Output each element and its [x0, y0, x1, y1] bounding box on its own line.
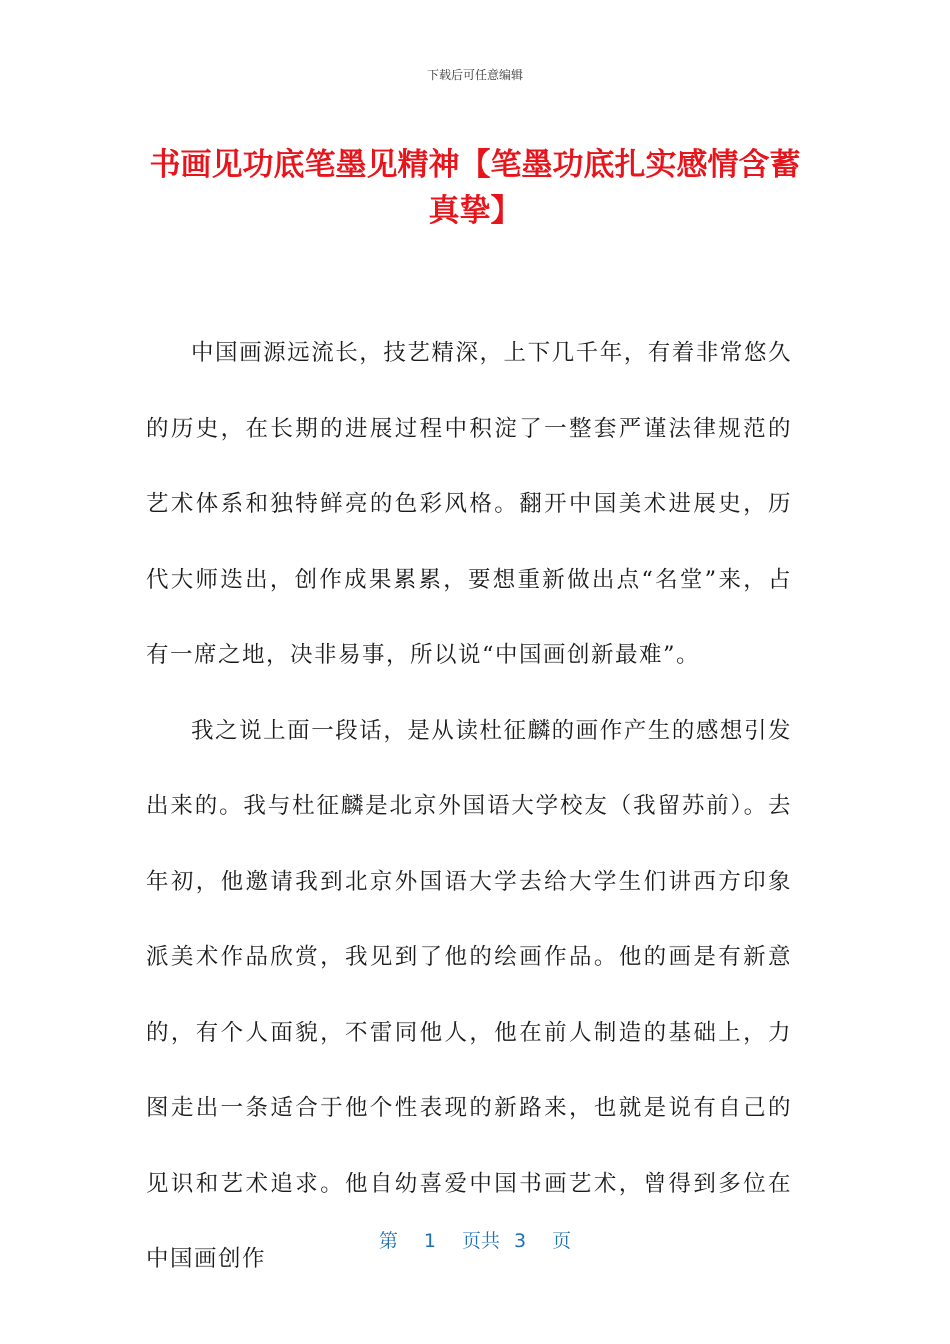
footer-total-suffix: 页	[552, 1230, 572, 1252]
paragraph-1: 中国画源远流长，技艺精深，上下几千年，有着非常悠久的历史，在长期的进展过程中积淀了一整套严谨法律规范的艺术体系和独特鲜亮的色彩风格。翻开中国美术进展史，历代大师迭出，创作成果累累，要想重新做出点“名堂”来，占有一席之地，决非易事，所以说“中国画创新最难”。	[146, 340, 792, 668]
page-header-note: 下载后可任意编辑	[426, 68, 523, 82]
page-footer	[0, 1226, 950, 1253]
document-title: 书画见功底笔墨见精神【笔墨功底扎实感情含蓄真挚】	[149, 147, 801, 229]
footer-page-number: 1	[423, 1230, 436, 1252]
footer-total-pages: 3	[514, 1230, 527, 1252]
document-body	[146, 316, 792, 1298]
footer-page-suffix: 页共	[461, 1230, 500, 1252]
footer-page-label: 第	[378, 1230, 398, 1252]
paragraph-2: 我之说上面一段话，是从读杜征麟的画作产生的感想引发出来的。我与杜征麟是北京外国语大学校友（我留苏前）。去年初，他邀请我到北京外国语大学去给大学生们讲西方印象派美术作品欣赏，我见到了他的绘画作品。他的画是有新意的，有个人面貌，不雷同他人，他在前人制造的基础上，力图走出一条适合于他个性表现的新路来，也就是说有自己的见识和艺术追求。他自幼喜爱中国书画艺术，曾得到多位在中国画创作	[146, 717, 792, 1272]
